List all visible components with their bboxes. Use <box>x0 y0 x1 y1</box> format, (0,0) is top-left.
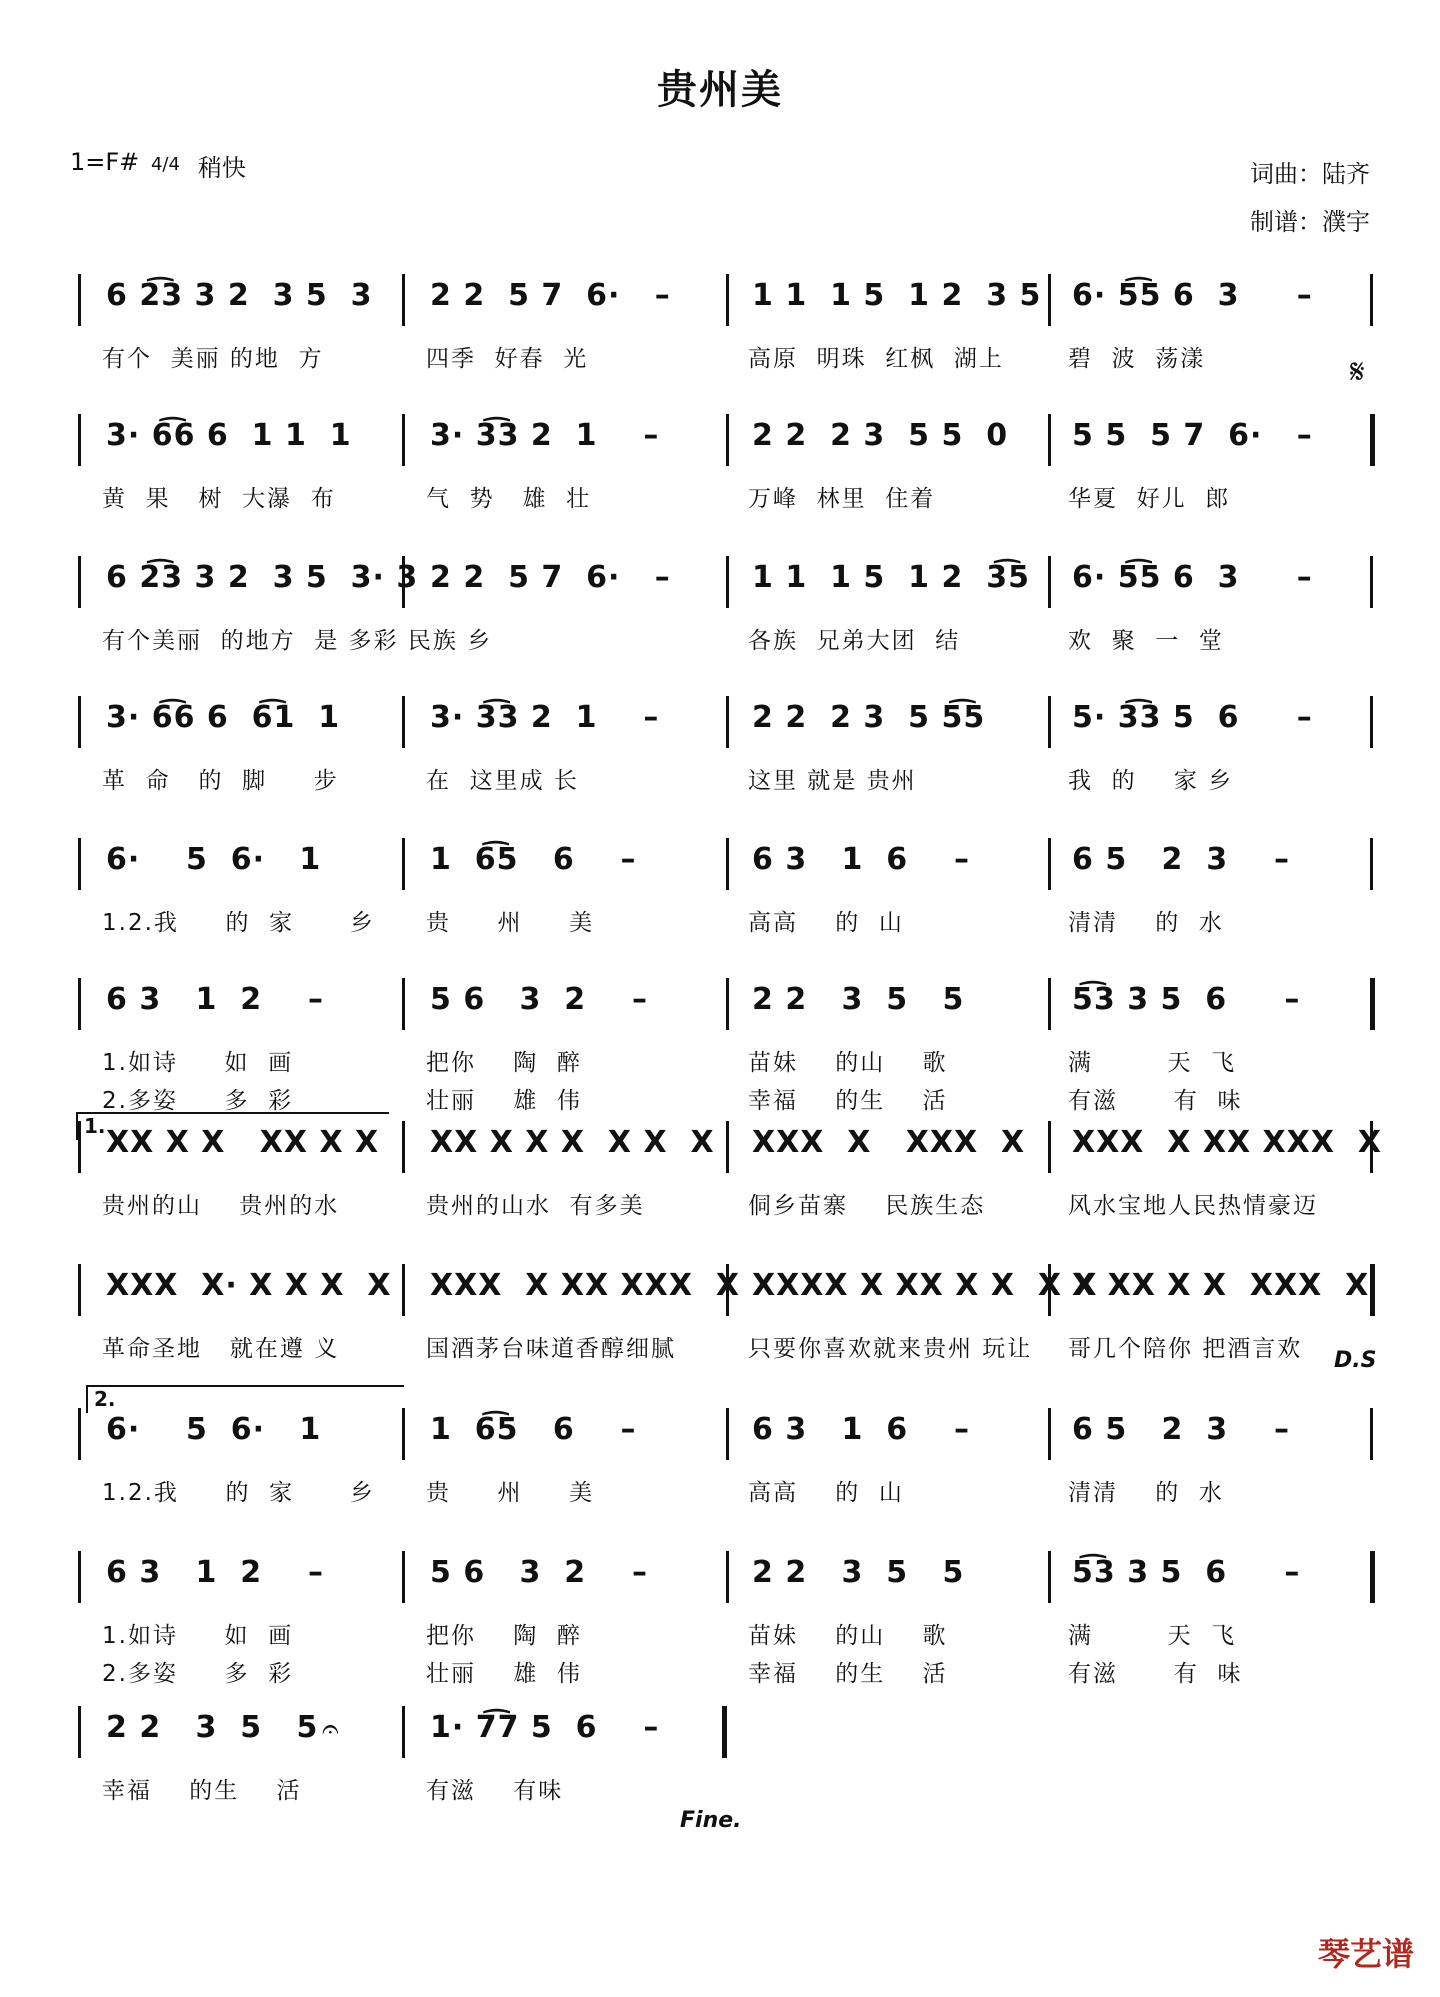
measure-notes: 2 2 5 7 6· – <box>430 278 671 313</box>
bar-line <box>1370 556 1373 608</box>
measure-notes: 3· 3͡3 2 1 – <box>430 418 660 453</box>
measure-notes: 6 2͡3 3 2 3 5 3 <box>106 278 373 313</box>
measure-notes: XXX X· X X X X <box>106 1268 392 1303</box>
lyric-line: 革 命 的 脚 步 <box>102 768 339 794</box>
measure-notes: 1 6͡5 6 – <box>430 1412 637 1447</box>
lyric-line: 侗乡苗寨 民族生态 <box>748 1193 986 1219</box>
lyric-line: 万峰 林里 住着 <box>748 486 936 512</box>
lyric-line: 清清 的 水 <box>1068 910 1224 936</box>
lyric-line: 苗妹 的山 歌 <box>748 1050 948 1076</box>
lyric-line: 1.如诗 如 画 <box>102 1623 294 1649</box>
bar-line <box>78 1551 81 1603</box>
measure-notes: 6· 5͡5 6 3 – <box>1072 278 1313 313</box>
lyric-line: 清清 的 水 <box>1068 1480 1224 1506</box>
bar-line <box>78 838 81 890</box>
bar-line <box>402 1264 405 1316</box>
lyric-line-verse-2: 幸福 的生 活 <box>748 1088 948 1114</box>
bar-line <box>402 274 405 326</box>
lyric-line: 满 天 飞 <box>1068 1050 1237 1076</box>
segno-mark: 𝄋 <box>1350 352 1365 392</box>
measure-notes: 6 3 1 6 – <box>752 842 970 877</box>
volta-1-bracket: 1. <box>76 1112 389 1140</box>
lyric-line: 四季 好春 光 <box>426 346 589 372</box>
lyric-line: 有个美丽 的地方 是 多彩 民族 乡 <box>102 628 493 654</box>
measure-notes: 5 6 3 2 – <box>430 1555 648 1590</box>
measure-notes: 6· 5͡5 6 3 – <box>1072 560 1313 595</box>
lyric-line: 贵州的山水 有多美 <box>426 1193 645 1219</box>
lyric-line: 1.2.我 的 家 乡 <box>102 1480 375 1506</box>
lyric-line: 贵 州 美 <box>426 910 595 936</box>
bar-line <box>1048 1121 1051 1173</box>
lyric-line: 这里 就是 贵州 <box>748 768 917 794</box>
lyric-line: 只要你喜欢就来贵州 玩让 <box>748 1336 1033 1362</box>
measure-notes: XX X X XX X X <box>106 1125 380 1160</box>
measure-notes: 6 3 1 2 – <box>106 1555 324 1590</box>
bar-line <box>726 696 729 748</box>
bar-line <box>1048 978 1051 1030</box>
measure-notes: 1 1 1 5 1 2 3͡5 <box>752 560 1030 595</box>
measure-notes: 1 6͡5 6 – <box>430 842 637 877</box>
bar-line <box>1048 1408 1051 1460</box>
lyric-line: 黄 果 树 大瀑 布 <box>102 486 336 512</box>
bar-line <box>1370 978 1375 1030</box>
bar-line <box>1048 1551 1051 1603</box>
measure-notes: 6 3 1 2 – <box>106 982 324 1017</box>
lyric-line: 哥几个陪你 把酒言欢 <box>1068 1336 1303 1362</box>
bar-line <box>1370 1264 1375 1316</box>
lyric-line-verse-2: 壮丽 雄 伟 <box>426 1661 582 1687</box>
measure-notes: 3· 6͡6 6 1 1 1 <box>106 418 352 453</box>
lyric-line-verse-2: 有滋 有 味 <box>1068 1661 1243 1687</box>
measure-notes: 2 2 2 3 5 5 0 <box>752 418 1009 453</box>
credits <box>1250 150 1370 246</box>
bar-line <box>78 1264 81 1316</box>
lyric-line: 有个 美丽 的地 方 <box>102 346 324 372</box>
lyric-line: 1.2.我 的 家 乡 <box>102 910 375 936</box>
lyric-line-verse-2: 2.多姿 多 彩 <box>102 1661 294 1687</box>
lyric-line: 欢 聚 一 堂 <box>1068 628 1224 654</box>
lyric-line: 高高 的 山 <box>748 910 904 936</box>
measure-notes: 5͡3 3 5 6 – <box>1072 982 1301 1017</box>
measure-notes: 5͡3 3 5 6 – <box>1072 1555 1301 1590</box>
lyric-line-verse-2: 2.多姿 多 彩 <box>102 1088 294 1114</box>
measure-notes: 6· 5 6· 1 <box>106 1412 322 1447</box>
lyric-line: 贵州的山 贵州的水 <box>102 1193 340 1219</box>
bar-line <box>402 1121 405 1173</box>
lyric-line: 国酒茅台味道香醇细腻 <box>426 1336 676 1362</box>
measure-notes: XXXX X XX X X X X <box>752 1268 1098 1303</box>
lyric-line: 我 的 家 乡 <box>1068 768 1234 794</box>
measure-notes: 2 2 3 5 5 <box>752 982 965 1017</box>
meter-label: 4/4 <box>150 154 180 175</box>
bar-line <box>1370 1408 1373 1460</box>
volta-2-bracket: 2. <box>86 1385 404 1413</box>
lyric-line: 把你 陶 醉 <box>426 1050 582 1076</box>
measure-notes: 5· 3͡3 5 6 – <box>1072 700 1313 735</box>
lyric-line: 1.如诗 如 画 <box>102 1050 294 1076</box>
bar-line <box>726 1121 729 1173</box>
bar-line <box>1370 414 1375 466</box>
measure-notes: XX X X X X X X <box>430 1125 715 1160</box>
score-title: 贵州美 <box>657 67 783 113</box>
measure-notes: 6· 5 6· 1 <box>106 842 322 877</box>
bar-line <box>1048 274 1051 326</box>
lyric-line: 有滋 有味 <box>426 1778 564 1804</box>
measure-notes: 2 2 5 7 6· – <box>430 560 671 595</box>
credit-notation: 制谱：濮宇 <box>1250 208 1370 236</box>
bar-line <box>1048 414 1051 466</box>
key-signature <box>70 148 180 176</box>
lyric-line: 各族 兄弟大团 结 <box>748 628 961 654</box>
measure-notes: 6 5 2 3 – <box>1072 842 1290 877</box>
lyric-line: 华夏 好儿 郎 <box>1068 486 1231 512</box>
lyric-line: 把你 陶 醉 <box>426 1623 582 1649</box>
bar-line <box>726 1408 729 1460</box>
bar-line <box>726 1551 729 1603</box>
bar-line <box>1370 838 1373 890</box>
bar-line <box>78 1408 81 1460</box>
lyric-line-verse-2: 壮丽 雄 伟 <box>426 1088 582 1114</box>
measure-notes: X XX X X XXX X <box>1072 1268 1370 1303</box>
measure-notes: 5 5 5 7 6· – <box>1072 418 1313 453</box>
bar-line <box>1048 696 1051 748</box>
bar-line <box>78 414 81 466</box>
fermata-icon: 𝄐 <box>322 1712 339 1747</box>
bar-line <box>726 978 729 1030</box>
lyric-line: 风水宝地人民热情豪迈 <box>1068 1193 1318 1219</box>
measure-notes: 6 3 1 6 – <box>752 1412 970 1447</box>
measure-notes: 5 6 3 2 – <box>430 982 648 1017</box>
bar-line <box>1048 556 1051 608</box>
lyric-line: 幸福 的生 活 <box>102 1778 302 1804</box>
measure-notes: XXX X XX XXX X <box>1072 1125 1382 1160</box>
bar-line <box>1370 1551 1375 1603</box>
key-label: 1=F# <box>70 148 140 176</box>
measure-notes: 3· 6͡6 6 6͡1 1 <box>106 700 341 735</box>
measure-notes: XXX X XXX X <box>752 1125 1026 1160</box>
bar-line <box>402 1408 405 1460</box>
bar-line <box>402 978 405 1030</box>
bar-line <box>1048 838 1051 890</box>
bar-line <box>78 978 81 1030</box>
bar-line <box>78 696 81 748</box>
bar-line <box>726 274 729 326</box>
bar-line <box>1370 696 1373 748</box>
lyric-line: 革命圣地 就在遵 义 <box>102 1336 340 1362</box>
lyric-line: 贵 州 美 <box>426 1480 595 1506</box>
bar-line <box>402 838 405 890</box>
lyric-line: 在 这里成 长 <box>426 768 579 794</box>
measure-notes: XXX X XX XXX X <box>430 1268 740 1303</box>
lyric-line-verse-2: 幸福 的生 活 <box>748 1661 948 1687</box>
measure-notes: 2 2 2 3 5 5͡5 <box>752 700 986 735</box>
lyric-line: 气 势 雄 壮 <box>426 486 592 512</box>
bar-line <box>78 1706 81 1758</box>
lyric-line: 高高 的 山 <box>748 1480 904 1506</box>
bar-line <box>402 1551 405 1603</box>
bar-line <box>726 838 729 890</box>
bar-line <box>402 696 405 748</box>
ds-mark: D.S <box>1334 1348 1377 1373</box>
measure-notes: 1 1 1 5 1 2 3 5 <box>752 278 1042 313</box>
tempo-marking: 稍快 <box>198 154 246 182</box>
bar-line <box>722 1706 727 1758</box>
bar-line <box>402 1706 405 1758</box>
fine-mark: Fine. <box>680 1808 742 1833</box>
lyric-line: 苗妹 的山 歌 <box>748 1623 948 1649</box>
bar-line <box>726 414 729 466</box>
lyric-line-verse-2: 有滋 有 味 <box>1068 1088 1243 1114</box>
bar-line <box>78 274 81 326</box>
credit-lyrics: 词曲：陆齐 <box>1250 160 1370 188</box>
lyric-line: 满 天 飞 <box>1068 1623 1237 1649</box>
bar-line <box>78 556 81 608</box>
bar-line <box>1370 274 1373 326</box>
bar-line <box>726 556 729 608</box>
site-logo: 琴艺谱 <box>1317 1935 1414 1973</box>
lyric-line: 高原 明珠 红枫 湖上 <box>748 346 1004 372</box>
lyric-line: 碧 波 荡漾 <box>1068 346 1206 372</box>
measure-notes: 6 5 2 3 – <box>1072 1412 1290 1447</box>
measure-notes: 6 2͡3 3 2 3 5 3· 3 <box>106 560 419 595</box>
measure-notes: 1· 7͡7 5 6 – <box>430 1710 660 1745</box>
measure-notes: 2 2 3 5 5 <box>752 1555 965 1590</box>
measure-notes: 2 2 3 5 5 <box>106 1710 319 1745</box>
measure-notes: 3· 3͡3 2 1 – <box>430 700 660 735</box>
bar-line <box>402 414 405 466</box>
